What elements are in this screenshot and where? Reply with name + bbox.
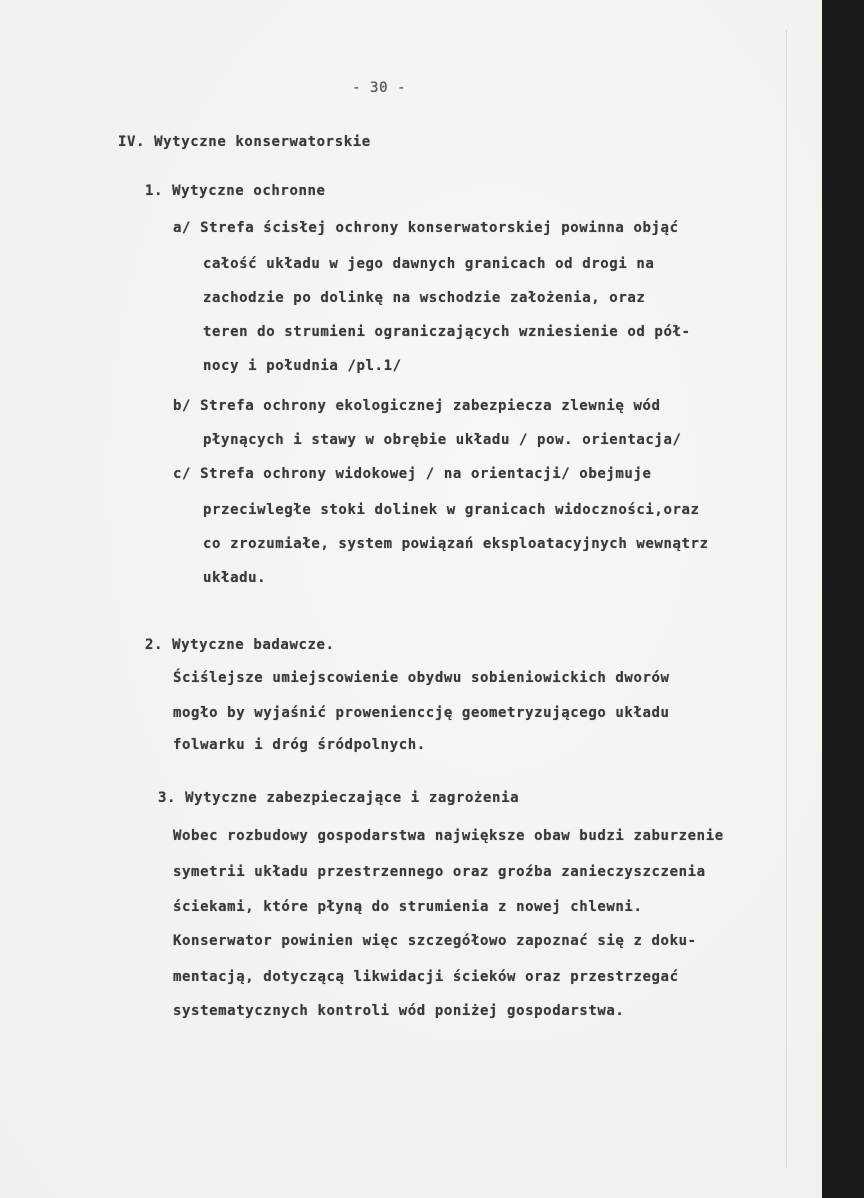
paragraph-line: całość układu w jego dawnych granicach od drogi na <box>203 256 655 272</box>
page-crease <box>786 30 787 1168</box>
section-heading-iv: IV. Wytyczne konserwatorskie <box>118 134 371 150</box>
paragraph-line: c/ Strefa ochrony widokowej / na orientacji/ obejmuje <box>173 466 652 482</box>
paragraph-line: mentacją, dotyczącą likwidacji ścieków oraz przestrzegać <box>173 969 679 985</box>
paragraph-line: Wobec rozbudowy gospodarstwa największe obaw budzi zaburzenie <box>173 828 724 844</box>
paragraph-line: Ściślejsze umiejscowienie obydwu sobieniowickich dworów <box>173 670 670 686</box>
paragraph-line: ściekami, które płyną do strumienia z nowej chlewni. <box>173 899 643 915</box>
paragraph-line: b/ Strefa ochrony ekologicznej zabezpiecza zlewnię wód <box>173 398 661 414</box>
paragraph-line: systematycznych kontroli wód poniżej gospodarstwa. <box>173 1003 625 1019</box>
paragraph-line: zachodzie po dolinkę na wschodzie założenia, oraz <box>203 290 646 306</box>
paragraph-line: folwarku i dróg śródpolnych. <box>173 737 426 753</box>
subsection-heading-1: 1. Wytyczne ochronne <box>145 183 326 199</box>
paragraph-line: mogło by wyjaśnić prowenienccję geometryzującego układu <box>173 705 670 721</box>
paragraph-line: teren do strumieni ograniczających wzniesienie od pół- <box>203 324 691 340</box>
paragraph-line: co zrozumiałe, system powiązań eksploatacyjnych wewnątrz <box>203 536 709 552</box>
paragraph-line: nocy i południa /pl.1/ <box>203 358 402 374</box>
subsection-heading-3: 3. Wytyczne zabezpieczające i zagrożenia <box>158 790 520 806</box>
paragraph-line: układu. <box>203 570 267 586</box>
page-number: - 30 - <box>352 80 407 96</box>
paragraph-line: Konserwator powinien więc szczegółowo zapoznać się z doku- <box>173 933 697 949</box>
paragraph-line: przeciwległe stoki dolinek w granicach widoczności,oraz <box>203 502 700 518</box>
paragraph-line: a/ Strefa ścisłej ochrony konserwatorskiej powinna objąć <box>173 220 679 236</box>
paragraph-line: symetrii układu przestrzennego oraz groźba zanieczyszczenia <box>173 864 706 880</box>
subsection-heading-2: 2. Wytyczne badawcze. <box>145 637 335 653</box>
paragraph-line: płynących i stawy w obrębie układu / pow. orientacja/ <box>203 432 682 448</box>
